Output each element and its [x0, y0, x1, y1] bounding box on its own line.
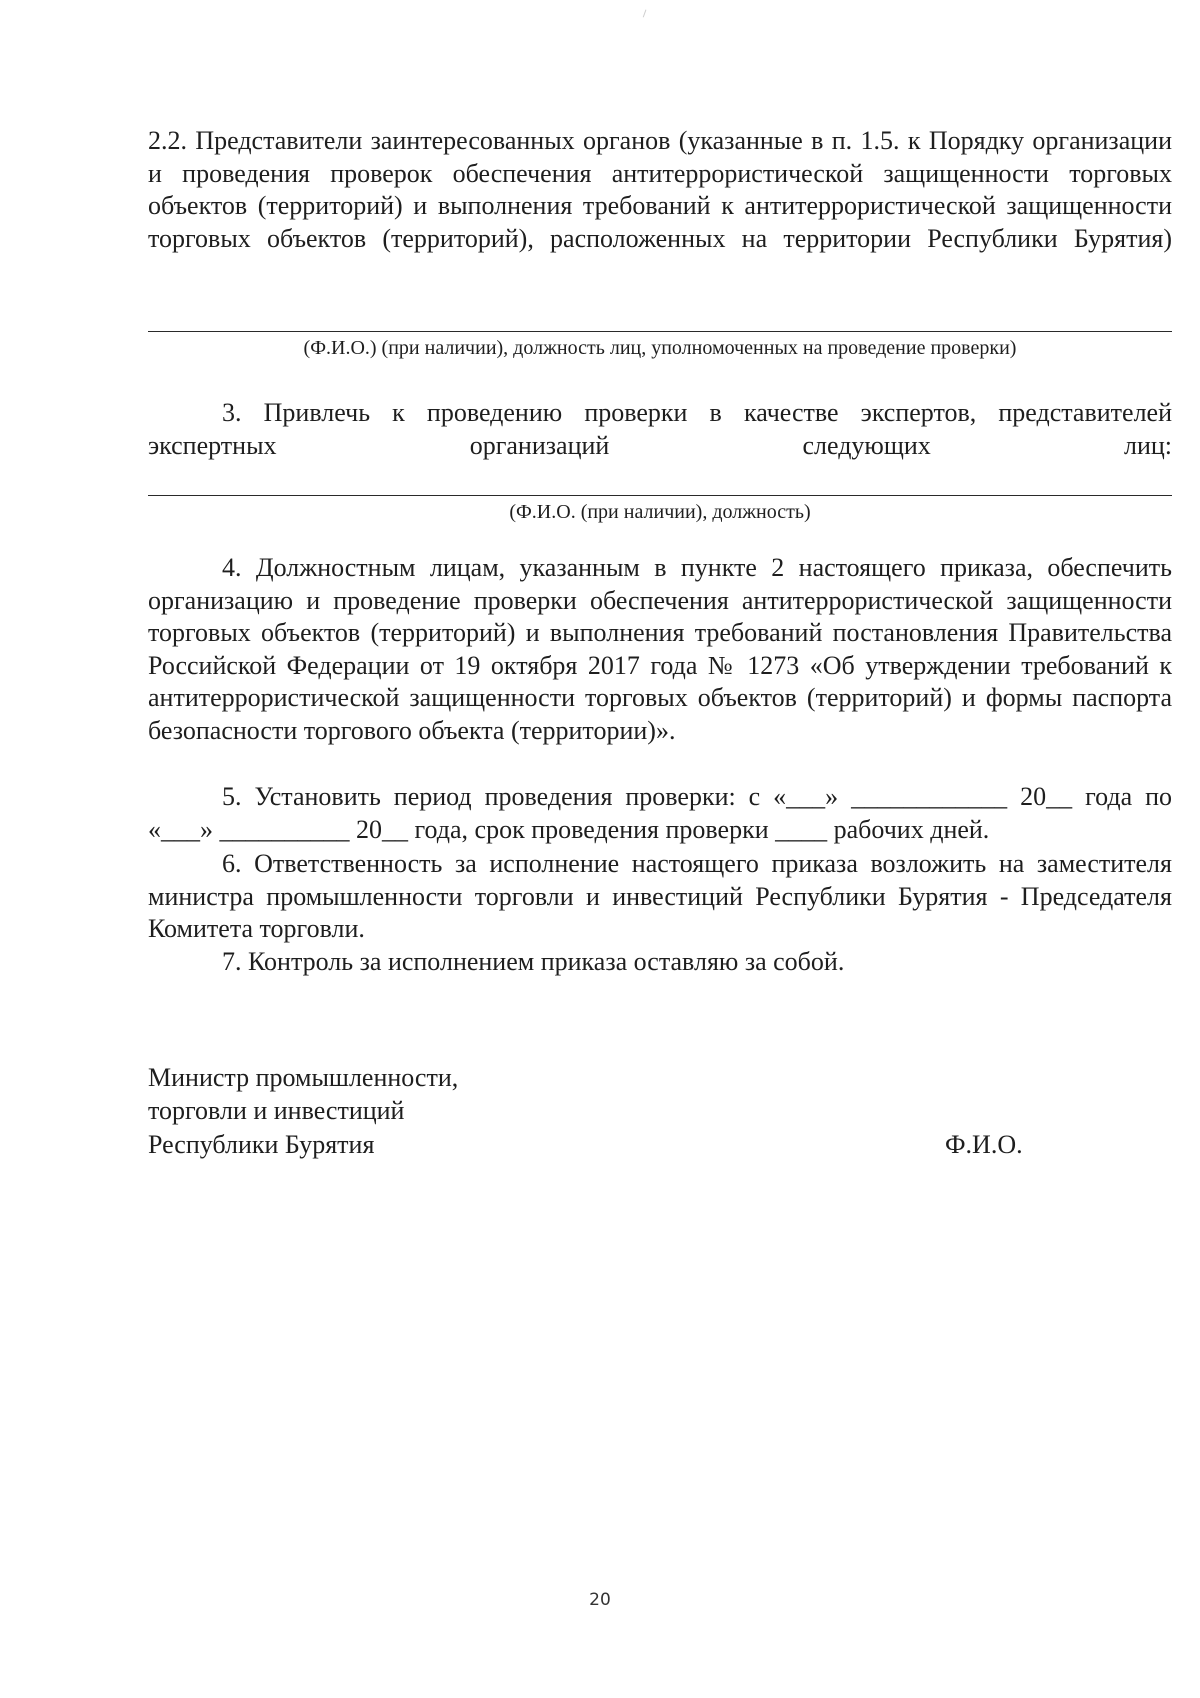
section-4-paragraph: 4. Должностным лицам, указанным в пункте 2 настоящего приказа, обеспечить организацию и проведение проверки обеспечения антитеррористической защищенности торговых объектов (территорий) и выполнения требований постановления Правительства Российской Федерации от 19 октября 2017 года № 1273 «Об утверждении требований к антитеррористической защищенности торговых объектов (территорий) и формы паспорта безопасности торгового объекта (территории)».: [148, 553, 1172, 745]
page-number: 20: [589, 1590, 611, 1610]
section-5-paragraph: 5. Установить период проведения проверки: с «___» ____________ 20__ года по «___» __________ 20__ года, срок проведения проверки ____ рабочих дней.: [148, 782, 1172, 844]
signature-title-line-1: Министр промышленности,: [148, 1063, 459, 1092]
signature-name: Ф.И.О.: [945, 1130, 1023, 1159]
officials-caption: (Ф.И.О.) (при наличии), должность лиц, уполномоченных на проведение проверки): [303, 337, 1017, 359]
signature-title-line-2: торговли и инвестиций: [148, 1096, 405, 1125]
scan-artifact: [643, 10, 649, 19]
section-7-paragraph: 7. Контроль за исполнением приказа оставляю за собой.: [222, 947, 845, 976]
section-3-paragraph: 3. Привлечь к проведению проверки в качестве экспертов, представителей экспертных организаций следующих лиц:: [148, 398, 1172, 460]
experts-caption: (Ф.И.О. (при наличии), должность): [509, 501, 811, 523]
officials-fill-line: [148, 331, 1172, 332]
signature-title-line-3: Республики Бурятия: [148, 1130, 375, 1159]
section-6-paragraph: 6. Ответственность за исполнение настоящего приказа возложить на заместителя министра промышленности торговли и инвестиций Республики Бурятия - Председателя Комитета торговли.: [148, 849, 1172, 943]
experts-fill-line: [148, 495, 1172, 496]
section-2-2-paragraph: 2.2. Представители заинтересованных органов (указанные в п. 1.5. к Порядку организации и проведения проверок обеспечения антитеррористической защищенности торговых объектов (территорий) и выполнения требований к антитеррористической защищенности торговых объектов (территорий), расположенных на территории Республики Бурятия): [148, 126, 1172, 253]
